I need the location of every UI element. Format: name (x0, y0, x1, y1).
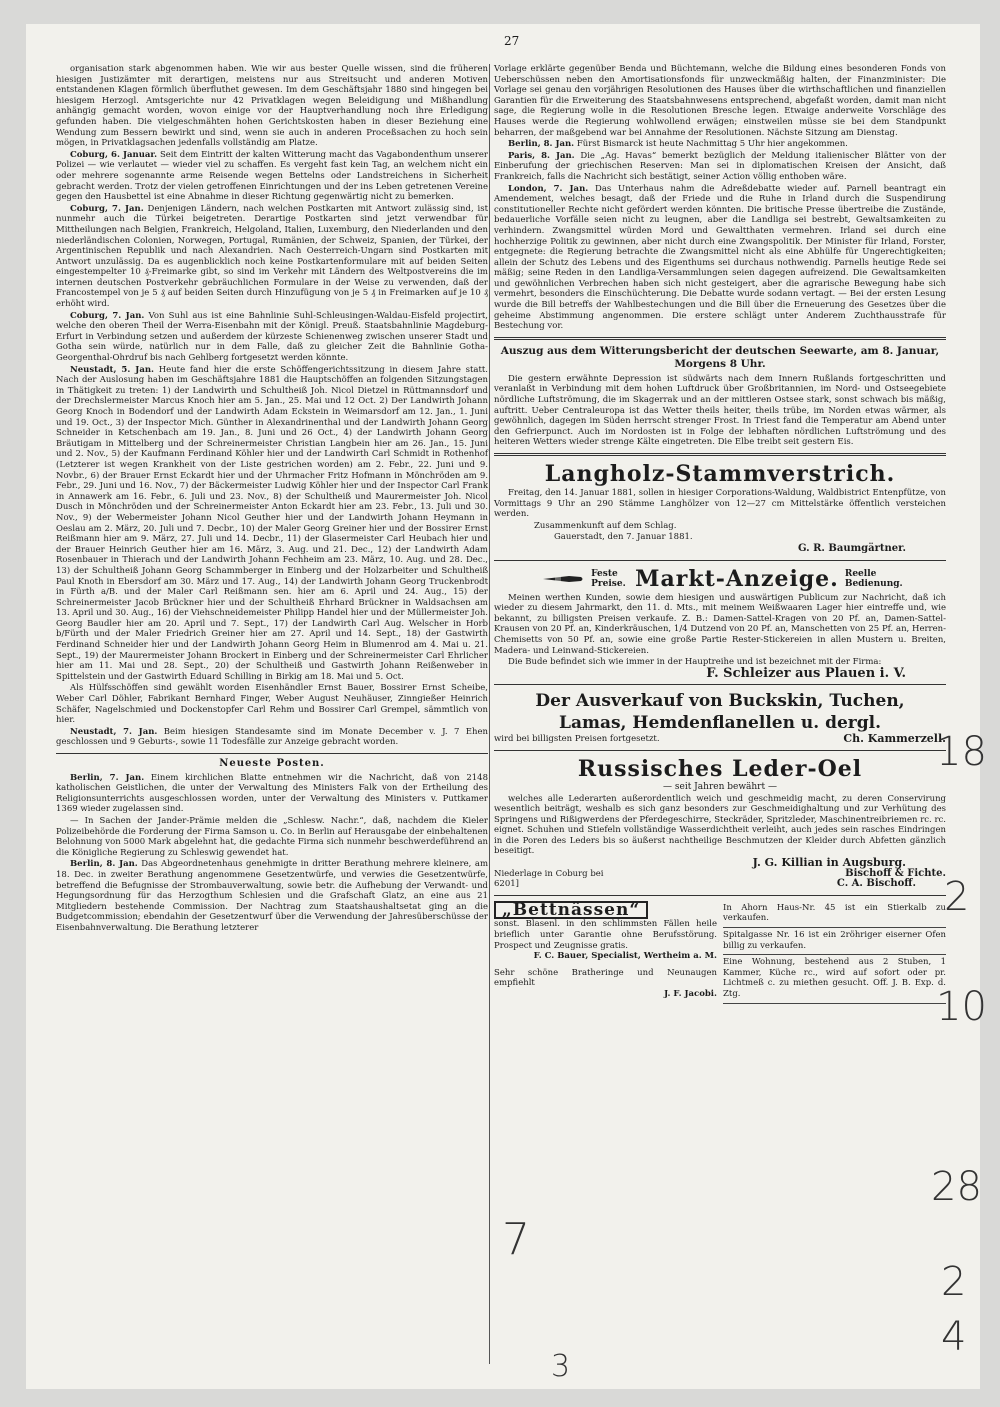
article-body: Das Unterhaus nahm die Adreßdebatte wieder auf. Parnell beantragt ein Amendement, welches besagt, daß der Friede und die Ruhe in Irland durch die Suspendirung constitutioneller Rechte nicht gefördert werden könnten. Die britische Presse übertreibe die Zustände, bedauerliche Vorfälle seien nicht zu leugnen, aber die Landliga sei bestrebt, Gewaltsamkeiten zu verhindern. Zwangsmittel würden Mord und Gewaltthaten vermehren. Irland sei durch eine hochherzige Politik zu gewinnen, aber nicht durch eine Zwangspolitik. Der Minister für Irland, Forster, entgegnete: die Regierung betrachte die Zwangsmittel nicht als eine Abhülfe für Ungerechtigkeiten; allein der Schutz des Lebens und des Eigenthums sei durchaus nothwendig. Parnells heutige Rede sei mäßig; seine Reden in den Landliga-Versammlungen seien dagegen aufreizend. Die Gewaltsamkeiten und gewöhnlichen Verbrechen haben sich nicht gesteigert, aber die agrarische Bewegung habe sich vermehrt, besonders die Einschüchterung. Die Debatte wurde sodann vertagt. — Bei der ersten Lesung wurde die Bill betreffs der Wahlbestechungen und die Bill über die Erneuerung des Gesetzes über die geheime Abstimmung angenommen. Die erstere schlägt unter Anderem Zuchthausstrafe für Bestechung vor. (494, 183, 947, 332)
article-body: Fürst Bismarck ist heute Nachmittag 5 Uhr hier angekommen. (576, 139, 848, 150)
left-column (56, 64, 488, 1384)
section-rule (56, 753, 488, 754)
pencil-mark: 10 (936, 984, 987, 1030)
ad-bettnaessen-text: sonst. Blasenl. in den schlimmsten Fällen heile brieflich unter Garantie ohne Berufsstörung. Prospect und Zeugnisse gratis. (494, 919, 717, 951)
ad-heringe-sig: J. F. Jacobi. (664, 989, 717, 999)
ad-ofen: Spitalgasse Nr. 16 ist ein 2röhriger eiserner Ofen billig zu verkaufen. (723, 928, 946, 955)
news-item (494, 151, 946, 183)
small-ads-right (723, 901, 946, 1004)
small-ads (494, 901, 946, 1004)
section-rule (494, 453, 946, 456)
article-body: Einem kirchlichen Blatte entnehmen wir die Nachricht, daß von 2148 katholischen Geistlichen, die unter der Verwaltung des Ministers Falk von der Ertheilung des Religionsunterrichts ausgeschlossen worden, unter der Verwaltung des Ministers v. Puttkamer 1369 wieder zugelassen sind. (56, 772, 488, 815)
article (56, 204, 488, 310)
ad-stier: In Ahorn Haus-Nr. 45 ist ein Stierkalb zu verkaufen. (723, 901, 946, 928)
continuation-text: Vorlage erklärte gegenüber Benda und Büchtemann, welche die Bildung eines besonderen Fonds von Ueberschüssen neben den Amortisationsfonds für unzweckmäßig halten, der Finanzminister: Die Vorlage sei genau den vorjährigen Resolutionen des Hauses über die wirthschaftlichen und finanziellen Garantien für die Erweiterung des Staatsbahnwesens entsprechend, abgefaßt worden, damit man nicht sage, die Regierung wolle in die Resolutionen Bresche legen. Etwaige anderweite Vorschläge des Hauses werde die Regierung wohlwollend erwägen; einstweilen müsse sie bei dem Standpunkt beharren, der maßgebend war bei Annahme der Resolutionen. Nächste Sitzung am Dienstag. (494, 64, 946, 138)
article-body: Von Suhl aus ist eine Bahnlinie Suhl-Schleusingen-Waldau-Eisfeld projectirt, welche den oberen Theil der Werra-Eisenbahn mit der Königl. Preuß. Staatsbahnlinie Magdeburg-Erfurt in Verbindung setzen und außerdem der kürzeste Schienenweg zwischen unserer Stadt und Gotha sein würde, natürlich nur in dem Falle, daß zu gleicher Zeit die Bahnlinie Gotha-Georgenthal-Ohrdruf bis nach Gehlberg fortgesetzt werden könnte. (56, 310, 488, 364)
article-body: Denjenigen Ländern, nach welchen Postkarten mit Antwort zulässig sind, ist nunmehr auch die Türkei beigetreten. Derartige Postkarten sind jetzt verwendbar für Mittheilungen nach Belgien, Frankreich, Helgoland, Italien, Luxemburg, den Niederlanden und den niederländischen Colonien, Norwegen, Portugal, Rumänien, der Schweiz, Spanien, der Türkei, der Argentinischen Republik und nach Alexandrien. Nach Oesterreich-Ungarn sind Postkarten mit Antwort unzulässig. Da es augenblicklich noch keine Postkartenformulare mit auf beiden Seiten eingestempelter 10 ₰-Freimarke gibt, so sind im Verkehr mit Ländern des Weltpostvereins die im internen deutschen Postverkehr gebräuchlichen Formulare in der Weise zu verwenden, daß der Francostempel von je 5 ₰ auf beiden Seiten durch Hinzufügung von je 5 ₰ in Freimarken auf je 10 ₰ erhöht wird. (56, 203, 488, 310)
weather-heading: Auszug aus dem Witterungsbericht der deutschen Seewarte, am 8. Januar, Morgens 8 Uhr. (500, 344, 940, 370)
pointing-hand-icon (541, 572, 585, 586)
weather-report: Die gestern erwähnte Depression ist südwärts nach dem Innern Rußlands fortgeschritten und veranlaßt in Verbindung mit dem hohen Luftdruck über Großbritannien, im Nord- und Ostseegebiete nördliche Luftströmung, die im Skagerrak und an der mittleren Ostsee stark, sonst schwach bis mäßig, auftritt. Ueber Centraleuropa ist das Wetter theils heiter, theils trübe, im Norden etwas wärmer, als gewöhnlich, dagegen im Süden herrscht strenger Frost. In Triest fand die Temperatur am Abend unter den Gefrierpunct. Auch im Nordosten ist in Folge der lebhaften nördlichen Luftströmung und des heiteren Wetters wieder strenge Kälte eingetreten. Die Elbe treibt seit gestern Eis. (494, 373, 946, 448)
news-item (56, 773, 488, 815)
dateline: Neustadt, 5. Jan. (70, 364, 154, 375)
ad-markt-left-words: Feste Preise. (591, 568, 626, 589)
ad-langholz-title: Langholz-Stammverstrich. (544, 461, 896, 487)
pencil-mark: 18 (936, 729, 987, 775)
article-body: Heute fand hier die erste Schöffengerichtssitzung in diesem Jahre statt. Nach der Auslosung haben im Geschäftsjahre 1881 die Hauptschöffen an folgenden Sitzungstagen in Thätigkeit zu treten: 1) der Landwirth und Schultheiß Joh. Nicol Dietzel in Rüttmannsdorf und der Drechslermeister Marcus Knoch hier am 5. Jan., 25. Mai und 12 Oct. 2) Der Landwirth Johann Georg Knoch in Bodendorf und der Landwirth Adam Eckstein in Weimarsdorf am 12. Jan., 1. Juni und 19. Oct., 3) der Inspector Mich. Günther in Alexandrinenthal und der Landwirth Johann Georg Schneider in Ketschenbach am 19. Jan., 8. Juni und 26 Oct., 4) der Landwirth Johann Georg Bräutigam in Mittelberg und der Schreinermeister Christian Langbein hier am 26. Jan., 15. Juni und 2. Nov., 5) der Kaufmann Ferdinand Köhler hier und der Landwirth Carl Schmidt in Rothenhof (Letzterer ist wegen Krankheit von der Liste gestrichen worden) am 2. Febr., 22. Juni und 9. Novbr., 6) der Brauer Ernst Eckardt hier und der Uhrmacher Fritz Hofmann in Mönchröden am 9. Febr., 29. Juni und 16. Nov., 7) der Bäckermeister Ludwig Köhler hier und der Inspector Carl Frank in Annawerk am 16. Febr., 6. Juli und 23. Nov., 8) der Schultheiß und Maurermeister Joh. Nicol Dusch in Mönchröden und der Schreinermeister Anton Eckardt hier am 23. Febr., 13. Juli und 30. Nov., 9) der Webermeister Johann Nicol Geuther hier und der Landwirth Johann Heymann in Oeslau am 2. März, 20. Juli und 7. Decbr., 10) der Maler Georg Greiner hier und der Bossirer Ernst Reißmann hier am 9. März, 27. Juli und 14. Decbr., 11) der Glasermeister Carl Heubach hier und der Brauer Heinrich Geuther hier am 16. März, 3. Aug. und 21. Dec., 12) der Landwirth Adam Rosenbauer in Thierach und der Landwirth Johann Fechheim am 23. März, 10. Aug. und 28. Dec., 13) der Schultheiß Johann Georg Schammberger in Einberg und der Holzarbeiter und Schultheiß Paul Knoth in Ebersdorf am 30. März und 17. Aug., 14) der Landwirth Johann Georg Truckenbrodt in Fürth a/B. und der Maler Carl Reißmann sen. hier am 6. April und 24. Aug., 15) der Schreinermeister Jacob Brückner hier und der Schultheiß Ehrhard Brückner in Waldsachsen am 13. April und 30. Aug., 16) der Viehschneidemeister Philipp Handel hier und der Müllermeister Joh. Georg Baudler hier am 20. April und 7. Sept., 17) der Landwirth Carl Aug. Welscher in Horb b/Fürth und der Maler Friedrich Greiner hier am 27. April und 14. Sept., 18) der Gastwirth Ferdinand Schneider hier und der Landwirth Johann Georg Heim in Blumenrod am 4. Mai u. 21. Sept., 19) der Maurermeister Johann Brockert in Einberg und der Schreinermeister Carl Ehrlicher hier am 11. Mai und 28. Sept., 20) der Schultheiß und Gastwirth Johann Reißenweber in Spittelstein und der Gastwirth Eduard Schilling in Birkig am 18. Mai und 5. Oct. (56, 364, 489, 682)
ad-langholz-place: Gauerstadt, den 7. Januar 1881. (554, 532, 693, 543)
article (56, 683, 488, 725)
pencil-mark: 4 (941, 1314, 967, 1360)
article (56, 365, 488, 683)
telegrams (494, 139, 946, 332)
news-item (56, 816, 488, 858)
article-body: Seit dem Eintritt der kalten Witterung macht das Vagabondenthum unserer Polizei — wie verlautet — wieder viel zu schaffen. Es vergeht fast kein Tag, an welchem nicht ein oder mehrere sogenannte arme Reisende wegen Bettelns oder Landstreichens in Sicherheit gebracht werden. Trotz der vielen getroffenen Einrichtungen und der ins Leben getretenen Vereine gegen den Hausbettel ist eine Abnahme in dieser Richtung gegenwärtig nicht zu bemerken. (56, 149, 488, 203)
article-body: Die „Ag. Havas“ bemerkt bezüglich der Meldung italienischer Blätter von der Einberufung der griechischen Reserven: Man sei in diplomatischen Kreisen der Ansicht, daß Frankreich, falls die Nachricht sich bestätigt, seiner Action völlig enthoben wäre. (494, 150, 947, 182)
ad-langholz-meet: Zusammenkunft auf dem Schlag. (534, 520, 677, 531)
ad-lederoel-title: Russisches Leder-Oel (577, 755, 863, 782)
ad-bettnaessen-title: „Bettnässen“ (494, 901, 648, 920)
dateline: Coburg, 6. Januar. (70, 149, 158, 160)
column-divider (489, 64, 490, 1364)
article (56, 311, 488, 364)
ad-lederoel-maker: J. G. Killian in Augsburg. (752, 856, 906, 870)
ad-heringe-text: Sehr schöne Bratheringe und Neunaugen empfiehlt (494, 967, 717, 989)
pencil-mark: 3 (551, 1349, 571, 1384)
ad-bettnaessen (494, 901, 717, 1004)
ad-ausverkauf (494, 690, 946, 745)
ad-langholz (494, 461, 946, 555)
page-number: 27 (504, 34, 520, 48)
news-item (56, 859, 488, 933)
pencil-mark: 2 (944, 874, 970, 920)
news-item (494, 184, 946, 332)
ad-wohnung: Eine Wohnung, bestehend aus 2 Stuben, 1 Kammer, Küche rc., wird auf sofort oder pr. Lichtmeß c. zu miethen gesucht. Off. J. B. Exp. d. Ztg. (723, 955, 946, 1003)
ad-markt-title: Markt-Anzeige. (635, 565, 839, 592)
article (56, 64, 488, 149)
ad-ausverkauf-title2: Lamas, Hemdenflanellen u. dergl. (559, 713, 881, 734)
article-body: — In Sachen der Jander-Prämie melden die „Schlesw. Nachr.“, daß, nachdem die Kieler Polizeibehörde die Forderung der Firma Samson u. Co. in Berlin auf Herausgabe der einbehaltenen Belohnung von 5000 Mark abgelehnt hat, die gedachte Firma sich nunmehr beschwerdeführend an die Königliche Regierung zu Schleswig gewendet hat. (56, 815, 488, 858)
dateline: Paris, 8. Jan. (508, 150, 575, 161)
latest-news (56, 773, 488, 934)
pencil-mark: 2 (941, 1259, 967, 1305)
ad-lederoel-subtitle: — seit Jahren bewährt — (663, 781, 777, 792)
news-heading: Neueste Posten. (219, 758, 325, 769)
article (56, 150, 488, 203)
ad-lederoel-depot2: C. A. Bischoff. (836, 878, 916, 890)
pencil-mark: 7 (502, 1214, 530, 1265)
section-rule (494, 750, 946, 751)
dateline: Coburg, 7. Jan. (70, 310, 145, 321)
ad-lederoel-depot-label: Niederlage in Coburg bei (494, 868, 604, 879)
news-item (494, 139, 946, 150)
dateline: London, 7. Jan. (508, 183, 589, 194)
article (56, 727, 488, 748)
dateline: Berlin, 8. Jan. (70, 859, 138, 870)
article-body: Als Hülfsschöffen sind gewählt worden Eisenhändler Ernst Bauer, Bossirer Ernst Scheibe, Weber Carl Döhler, Fabrikant Bernhard Finger, Weber August Neuhäuser, Zinngießer Heinrich Schäfer, Nagelschmied und Dockenstopfer Carl Rehm und Bossirer Carl Grempel, sämmtlich von hier. (56, 683, 488, 726)
article-body: Beim hiesigen Standesamte sind im Monate December v. J. 7 Ehen geschlossen und 9 Geburts-, sowie 11 Todesfälle zur Anzeige gebracht worden. (56, 726, 488, 748)
ad-ausverkauf-signature: Ch. Kammerzell. (843, 732, 946, 746)
pencil-mark: 28 (931, 1164, 982, 1210)
dateline: Berlin, 8. Jan. (508, 139, 575, 150)
ad-ausverkauf-title1: Der Ausverkauf von Buckskin, Tuchen, (535, 691, 905, 712)
section-rule (494, 895, 946, 896)
ad-lederoel-depot1: Bischoff & Fichte. (845, 867, 946, 879)
ad-markt-firm: F. Schleizer aus Plauen i. V. (706, 665, 906, 681)
ad-lederoel-text: welches alle Lederarten außerordentlich weich und geschmeidig macht, zu deren Conservirung wesentlich beiträgt, weshalb es sich ganz besonders zur Geschmeidighaltung und zur Verhütung des Springens und Rißigwerdens der Pferdegeschirre, Steckräder, Spritzleder, Maschinentreibriemen rc. rc. eignet. Schuhen und Stiefeln vollständige Wasserdichtheit verleiht, auch jedes sein rasches Eindringen in die Poren des Leders bis so äußerst nachtheilige Beschmutzen der Kleider durch Abfetten gänzlich beseitigt. (494, 793, 946, 857)
newspaper-page (26, 24, 987, 1389)
section-rule (494, 560, 946, 561)
local-news (56, 64, 488, 748)
ad-markt-right-words: Reelle Bedienung. (844, 568, 903, 589)
ad-langholz-text: Freitag, den 14. Januar 1881, sollen in hiesiger Corporations-Waldung, Waldbistrict Entenpfütze, von Vormittags 9 Uhr an 290 Stämme Langhölzer von 12—27 cm Mittelstärke öffentlich versteichen werden. (494, 488, 946, 520)
ad-bettnaessen-sig: F. C. Bauer, Specialist, Wertheim a. M. (533, 951, 717, 962)
ad-markt-text: Meinen werthen Kunden, sowie dem hiesigen und auswärtigen Publicum zur Nachricht, daß ich wieder zu diesem Jahrmarkt, den 11. d. Mts., mit meinem Weißwaaren Lager hier eintreffe und, wie bekannt, zu billigsten Preisen verkaufe. Z. B.: Damen-Sattel-Kragen von 20 Pf. an, Damen-Sattel-Krausen von 20 Pf. an, Kinderkräuschen, 1/4 Dutzend von 20 Pf. an, Manschetten von 25 Pf. an, Herren-Chemisetts von 50 Pf. an, sowie eine große Partie Rester-Stickereien in allen Mustern u. Breiten, Madera- und Leinwand-Stickereien. (494, 592, 946, 656)
dateline: Berlin, 7. Jan. (70, 772, 145, 783)
ad-langholz-signature: G. R. Baumgärtner. (797, 542, 906, 554)
ad-lederoel (494, 756, 946, 890)
right-column (494, 64, 946, 1384)
article-body: Das Abgeordnetenhaus genehmigte in dritter Berathung mehrere kleinere, am 18. Dec. in zweiter Berathung angenommene Gesetzentwürfe, und verwies die Gesetzentwürfe, betreffend die Befugnisse der Strombauverwaltung, sowie betr. die Aufhebung der Verwandt- und Hegungsordnung für das Herzogthum Schlesien und die Grafschaft Glatz, an eine aus 21 Mitgliedern bestehende Commission. Der Nachtrag zum Staatshaushaltsetat ging an die Budgetcommission; ebendahin der Gesetzentwurf über die Verwendung der Jahresüberschüsse der Eisenbahnverwaltung. Die Berathung letzterer (56, 859, 488, 933)
section-rule (494, 337, 946, 340)
dateline: Coburg, 7. Jan. (70, 203, 144, 214)
section-rule (494, 684, 946, 685)
ad-ausverkauf-text: wird bei billigsten Preisen fortgesetzt. (494, 734, 660, 745)
ad-markt (494, 566, 946, 680)
ad-lederoel-code: 6201] (494, 879, 519, 890)
dateline: Neustadt, 7. Jan. (70, 726, 158, 737)
ad-markt-text2: Die Bude befindet sich wie immer in der Hauptreihe und ist bezeichnet mit der Firma: (508, 657, 882, 668)
article-body: organisation stark abgenommen haben. Wie wir aus bester Quelle wissen, sind die früheren hiesigen Justizämter mit derartigen, meistens nur aus Streitsucht und anderen Motiven entstandenen Klagen förmlich überfluthet gewesen. Im dem Geschäftsjahr 1880 sind hingegen bei hiesigem Herzogl. Amtsgerichte nur 42 Privatklagen wegen Beleidigung und Mißhandlung anhängig gemacht worden, wovon einige vor der Hauptverhandlung noch ihre Erledigung gefunden haben. Die vielgeschmähten hohen Gerichtskosten haben in dieser Beziehung eine Wendung zum Bessern bewirkt und sind, wenn sie auch in anderen Proceßsachen zu hoch sein mögen, in Privatklagsachen jedenfalls vollständig am Platze. (56, 64, 488, 149)
